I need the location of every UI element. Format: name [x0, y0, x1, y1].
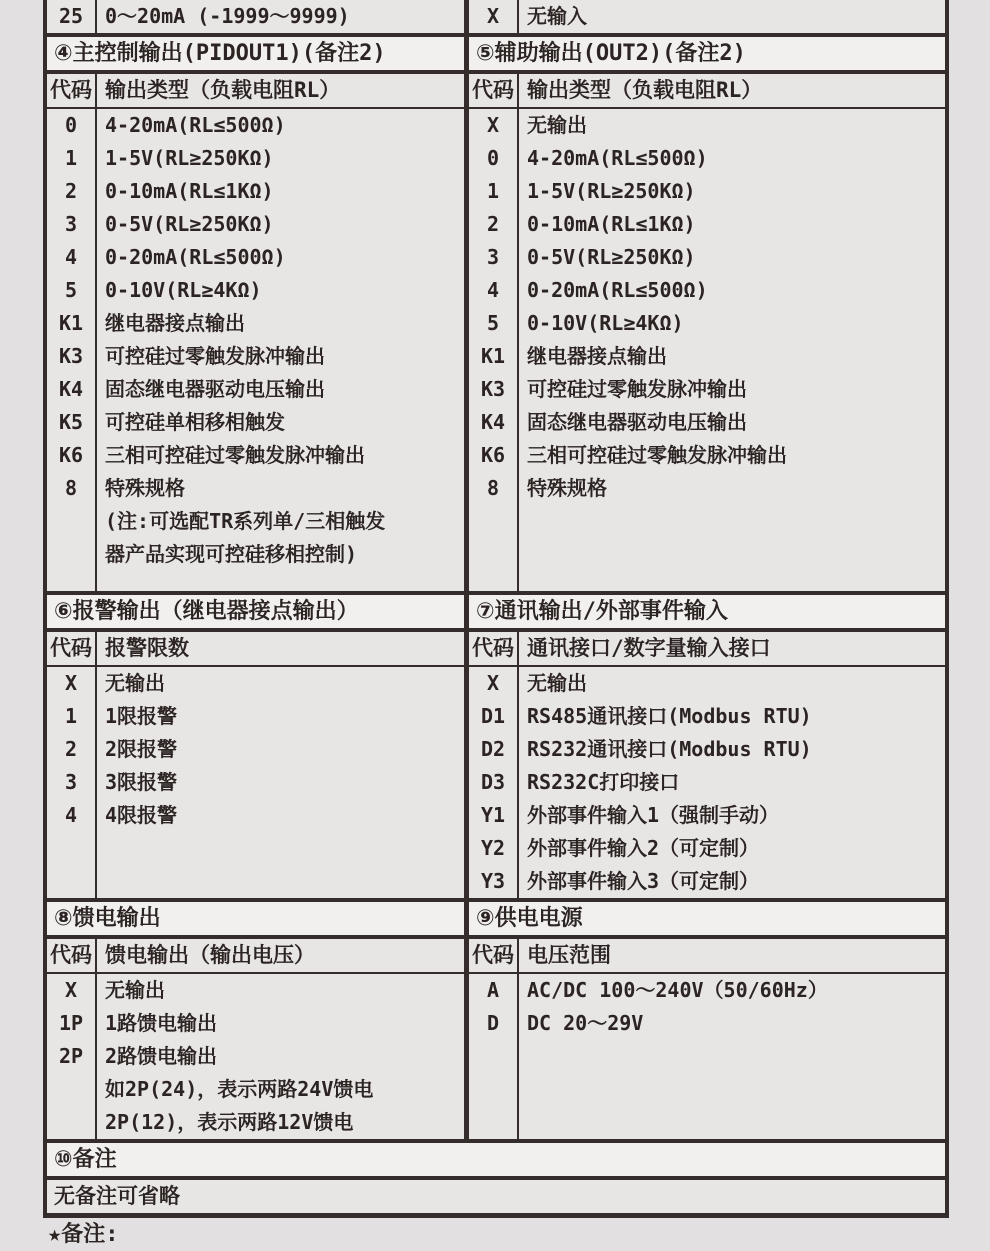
code-value: [47, 1106, 95, 1139]
body-power-supply: [469, 974, 945, 1139]
code-value: X: [486, 671, 500, 695]
desc-value: 0-20mA(RL≤500Ω): [105, 245, 286, 269]
desc-value: RS232通讯接口(Modbus RTU): [527, 737, 812, 761]
section-title-pid-output: ④主控制输出(PIDOUT1)(备注2): [47, 37, 469, 70]
header-right: [469, 74, 945, 107]
code-column: [47, 109, 97, 591]
desc-header: 报警限数: [105, 636, 189, 660]
code-value: 4: [486, 278, 500, 302]
star-remark-note: ★备注:: [48, 1222, 119, 1247]
desc-value: 继电器接点输出: [527, 344, 667, 368]
header-row-4-5: [47, 74, 945, 109]
desc-value: 无输出: [105, 978, 165, 1002]
code-value: 3: [486, 245, 500, 269]
body-row-4-5: [47, 109, 945, 595]
desc-value: AC/DC 100～240V（50/60Hz）: [527, 978, 828, 1002]
code-value: 2: [486, 212, 500, 236]
desc-value: 2P(12)，表示两路12V馈电: [105, 1110, 354, 1134]
code-cell: 25: [47, 0, 97, 33]
section-band-4-5: [47, 37, 945, 74]
code-value: K4: [480, 410, 506, 434]
desc-header: 电压范围: [527, 943, 611, 967]
desc-column: [519, 974, 945, 1139]
code-value: 2: [64, 179, 78, 203]
code-column: [469, 109, 519, 591]
desc-value: 4-20mA(RL≤500Ω): [527, 146, 708, 170]
desc-value: 三相可控硅过零触发脉冲输出: [105, 443, 365, 467]
desc-header: 通讯接口/数字量输入接口: [527, 636, 771, 660]
header-left: [47, 74, 469, 107]
desc-value: 1-5V(RL≥250KΩ): [105, 146, 274, 170]
body-aux-output: [469, 109, 945, 591]
desc-header: 馈电输出（输出电压）: [105, 943, 315, 967]
header-row-6-7: [47, 632, 945, 667]
code-value: 4: [64, 803, 78, 827]
code-value: X: [486, 113, 500, 137]
code-value: A: [486, 978, 500, 1002]
code-value: 0: [486, 146, 500, 170]
code-value: Y3: [480, 869, 506, 893]
section-title-comm-output: ⑦通讯输出/外部事件输入: [476, 599, 728, 624]
code-value: 0: [64, 113, 78, 137]
desc-value: DC 20～29V: [527, 1011, 644, 1035]
desc-value: 0-5V(RL≥250KΩ): [105, 212, 274, 236]
code-value: 1: [64, 146, 78, 170]
code-value: K6: [58, 443, 84, 467]
remark-value: 无备注可省略: [54, 1184, 180, 1208]
code-value: D3: [480, 770, 506, 794]
desc-value: 0-5V(RL≥250KΩ): [527, 245, 696, 269]
code-value: K1: [480, 344, 506, 368]
code-value: 1: [64, 704, 78, 728]
code-column: [47, 974, 97, 1139]
code-column: [469, 974, 519, 1139]
code-value: D: [486, 1011, 500, 1035]
desc-value: 继电器接点输出: [105, 311, 245, 335]
desc-value: 可控硅过零触发脉冲输出: [527, 377, 747, 401]
desc-value: 可控硅单相移相触发: [105, 410, 285, 434]
body-row-6-7: [47, 667, 945, 902]
ordering-code-table: [43, 0, 949, 1218]
code-value: 8: [486, 476, 500, 500]
header-right: [469, 939, 945, 972]
desc-value: 0-10V(RL≥4KΩ): [527, 311, 684, 335]
code-value: Y2: [480, 836, 506, 860]
code-value: [47, 1073, 95, 1106]
remark-row: [47, 1180, 945, 1213]
section-band-6-7: [47, 595, 945, 632]
desc-value: 无输出: [105, 671, 165, 695]
code-value: K3: [58, 344, 84, 368]
code-cell: X: [469, 0, 519, 33]
code-value: K3: [480, 377, 506, 401]
desc-value: 如2P(24)，表示两路24V馈电: [105, 1077, 374, 1101]
code-value: [47, 505, 95, 538]
code-column: [469, 667, 519, 898]
header-left: [47, 632, 469, 665]
code-value: 4: [64, 245, 78, 269]
desc-value: 0-10mA(RL≤1KΩ): [527, 212, 696, 236]
desc-value: 0-10mA(RL≤1KΩ): [105, 179, 274, 203]
desc-value: 固态继电器驱动电压输出: [105, 377, 325, 401]
code-value: K4: [58, 377, 84, 401]
section-title-aux-output: ⑤辅助输出(OUT2)(备注2): [476, 41, 746, 66]
code-value: K5: [58, 410, 84, 434]
body-pid-output: [47, 109, 469, 591]
desc-value: RS485通讯接口(Modbus RTU): [527, 704, 812, 728]
code-value: 8: [64, 476, 78, 500]
desc-column: [97, 974, 464, 1139]
code-header: 代码: [469, 74, 519, 107]
section-title-power-supply: ⑨供电电源: [476, 906, 583, 931]
desc-value: 外部事件输入2（可定制）: [527, 836, 760, 860]
code-header: 代码: [47, 939, 97, 972]
code-value: K1: [58, 311, 84, 335]
desc-header: 输出类型（负载电阻RL）: [105, 78, 341, 102]
header-left: [47, 939, 469, 972]
desc-value: 3限报警: [105, 770, 178, 794]
desc-value: 三相可控硅过零触发脉冲输出: [527, 443, 787, 467]
code-column: [47, 667, 97, 898]
body-feed-output: [47, 974, 469, 1139]
desc-header: 输出类型（负载电阻RL）: [527, 78, 763, 102]
code-value: 2: [64, 737, 78, 761]
code-header: 代码: [47, 74, 97, 107]
desc-value: 2路馈电输出: [105, 1044, 218, 1068]
carryover-row: [47, 0, 945, 37]
header-right: [469, 632, 945, 665]
code-header: 代码: [469, 939, 519, 972]
desc-value: 无输出: [527, 671, 587, 695]
desc-value: 1路馈电输出: [105, 1011, 218, 1035]
code-value: D2: [480, 737, 506, 761]
desc-value: 无输出: [527, 113, 587, 137]
desc-column: [519, 667, 945, 898]
carryover-right: [469, 0, 945, 33]
section-title-alarm-output: ⑥报警输出（继电器接点输出）: [47, 595, 469, 628]
code-value: K6: [480, 443, 506, 467]
code-header: 代码: [469, 632, 519, 665]
code-value: 1P: [58, 1011, 84, 1035]
desc-value: 特殊规格: [105, 476, 185, 500]
code-header: 代码: [47, 632, 97, 665]
code-value: 2P: [58, 1044, 84, 1068]
desc-cell: 0～20mA (-1999～9999): [105, 4, 350, 28]
desc-value: 4限报警: [105, 803, 178, 827]
desc-value: 特殊规格: [527, 476, 607, 500]
desc-value: 外部事件输入1（强制手动）: [527, 803, 780, 827]
section-band-10: [47, 1143, 945, 1180]
code-value: 5: [486, 311, 500, 335]
code-value: D1: [480, 704, 506, 728]
body-comm-output: [469, 667, 945, 898]
desc-value: 2限报警: [105, 737, 178, 761]
desc-value: 4-20mA(RL≤500Ω): [105, 113, 286, 137]
desc-cell: 无输入: [527, 4, 587, 28]
desc-value: 可控硅过零触发脉冲输出: [105, 344, 325, 368]
code-value: 3: [64, 212, 78, 236]
body-alarm-output: [47, 667, 469, 898]
desc-value: (注:可选配TR系列单/三相触发: [105, 509, 386, 533]
desc-value: 外部事件输入3（可定制）: [527, 869, 760, 893]
code-value: 3: [64, 770, 78, 794]
section-title-feed-output: ⑧馈电输出: [47, 902, 469, 935]
code-value: Y1: [480, 803, 506, 827]
section-title-remark: ⑩备注: [54, 1147, 117, 1172]
header-row-8-9: [47, 939, 945, 974]
desc-value: 0-10V(RL≥4KΩ): [105, 278, 262, 302]
desc-value: 1限报警: [105, 704, 178, 728]
carryover-left: [47, 0, 469, 33]
desc-value: 固态继电器驱动电压输出: [527, 410, 747, 434]
desc-column: [97, 667, 464, 898]
code-value: X: [64, 978, 78, 1002]
desc-column: [519, 109, 945, 591]
desc-value: 0-20mA(RL≤500Ω): [527, 278, 708, 302]
desc-value: RS232C打印接口: [527, 770, 680, 794]
section-band-8-9: [47, 902, 945, 939]
desc-value: 1-5V(RL≥250KΩ): [527, 179, 696, 203]
code-value: 1: [486, 179, 500, 203]
body-row-8-9: [47, 974, 945, 1143]
code-value: X: [64, 671, 78, 695]
desc-value: 器产品实现可控硅移相控制): [105, 542, 358, 566]
code-value: 5: [64, 278, 78, 302]
desc-column: [97, 109, 464, 591]
code-value: [47, 538, 95, 571]
